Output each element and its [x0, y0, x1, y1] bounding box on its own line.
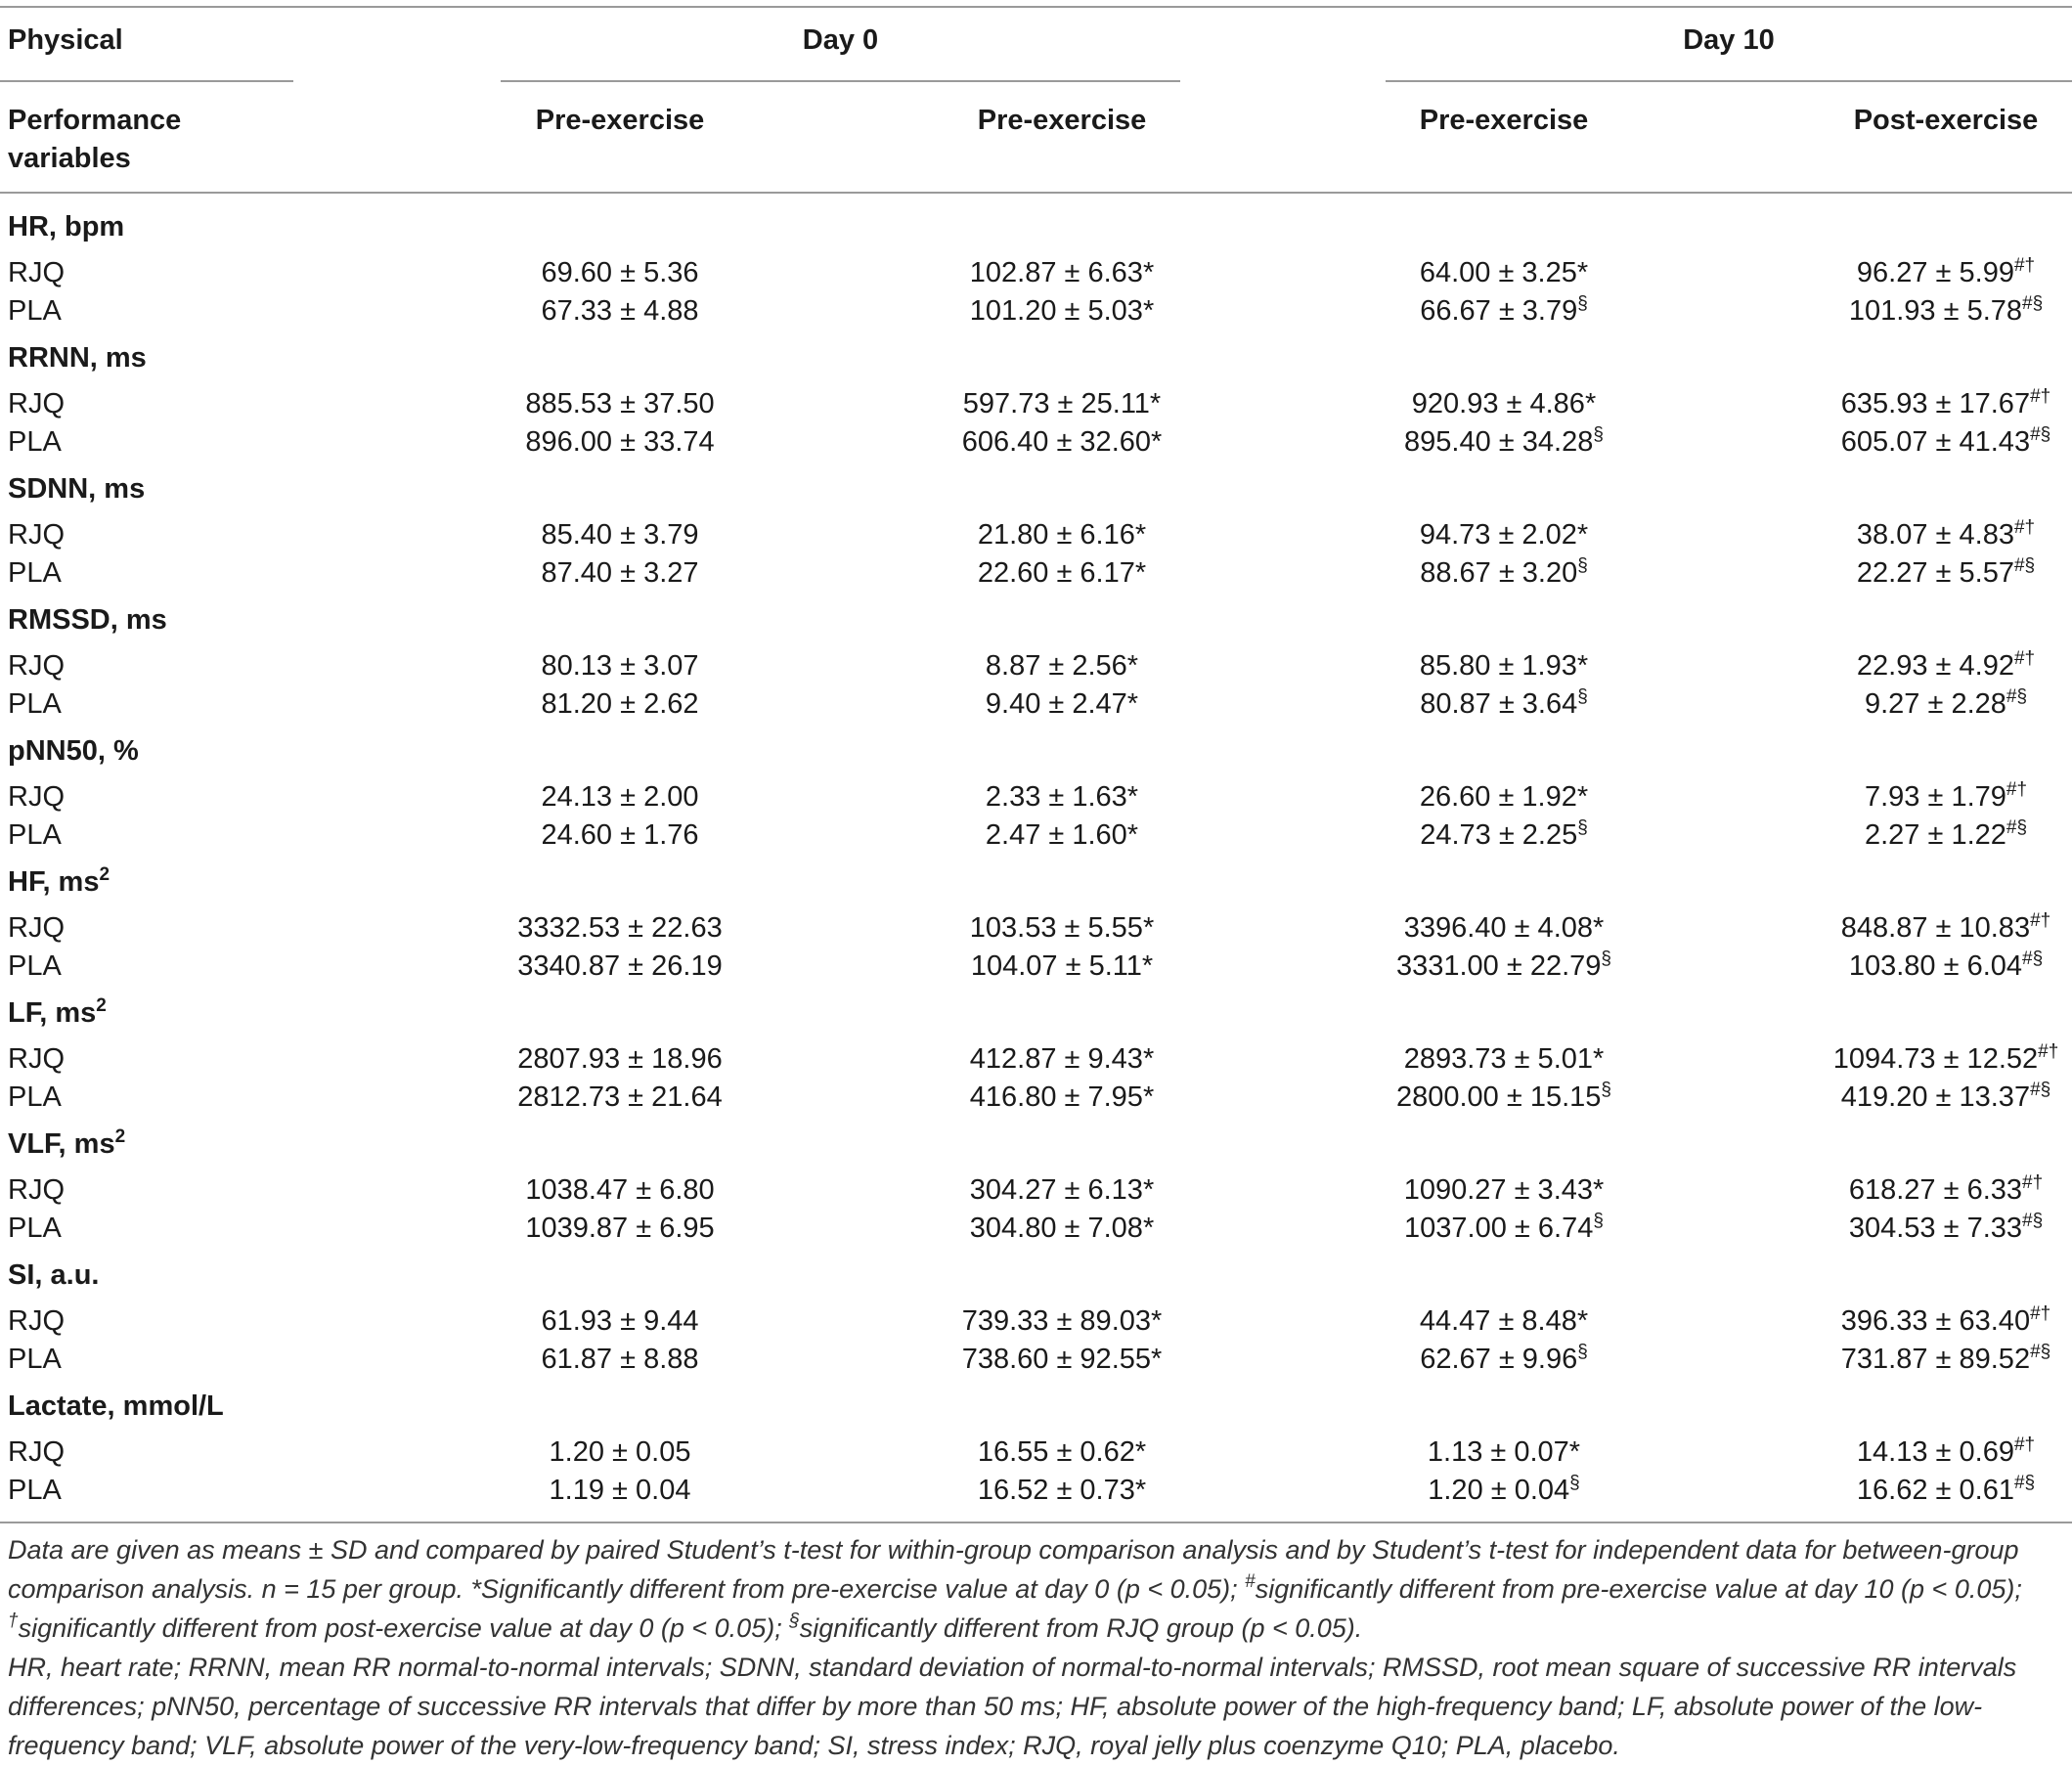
- footnote-text-b: significantly different from pre-exercise value at day 10 (p < 0.05);: [1255, 1574, 2022, 1604]
- cell-value: 96.27 ± 5.99: [1856, 257, 2014, 288]
- cell-superscript: §: [1577, 817, 1588, 838]
- footnote-text-a: Data are given as means ± SD and compared by paired Student’s t-test for within-group comparison analysis and by Student’s t-test for independent data for between-group comparison analysis. n = 15 per group. *Significantly different from pre-exercise value at day 0 (p < 0.05);: [8, 1535, 2019, 1604]
- footnote-sup-dagger: †: [8, 1611, 19, 1631]
- cell-value: 895.40 ± 34.28: [1404, 426, 1594, 458]
- cell-value: 61.87 ± 8.88: [541, 1344, 699, 1375]
- cell-day10-pre: [1308, 555, 1699, 591]
- cell-day0-post: [866, 1473, 1257, 1508]
- cell-value: 62.67 ± 9.96: [1420, 1344, 1578, 1375]
- cell-day10-pre: [1308, 1080, 1699, 1115]
- cell-day10-post: [1750, 648, 2072, 684]
- cell-value: 101.20 ± 5.03*: [969, 295, 1155, 327]
- cell-superscript: #§: [2030, 1342, 2051, 1362]
- cell-day10-pre: [1308, 424, 1699, 460]
- cell-value: 2.33 ± 1.63*: [985, 781, 1139, 813]
- cell-value: 64.00 ± 3.25*: [1419, 257, 1589, 288]
- cell-day10-post: [1750, 1342, 2072, 1377]
- group-label: PLA: [8, 295, 62, 327]
- cell-superscript: §: [1593, 424, 1604, 445]
- group-label: PLA: [8, 1081, 62, 1113]
- section-label: [8, 340, 147, 375]
- header-day10-post: Post-exercise: [1853, 105, 2039, 136]
- cell-day10-post: [1750, 1434, 2072, 1470]
- cell-superscript: §: [1577, 686, 1588, 707]
- cell-value: 87.40 ± 3.27: [541, 557, 699, 589]
- cell-value: 69.60 ± 5.36: [541, 257, 699, 288]
- cell-day0-post: [866, 1303, 1257, 1339]
- footnote-text-c: significantly different from post-exercise value at day 0 (p < 0.05);: [18, 1613, 790, 1643]
- cell-day0-post: [866, 910, 1257, 946]
- header-bottom-rule: [0, 192, 2072, 194]
- cell-value: 80.13 ± 3.07: [541, 650, 699, 682]
- cell-day0-post: [866, 1342, 1257, 1377]
- cell-day0-pre: [424, 1342, 816, 1377]
- section-label-superscript: 2: [96, 995, 107, 1016]
- cell-day10-post: [1750, 1211, 2072, 1246]
- cell-day0-pre: [424, 424, 816, 460]
- cell-value: 67.33 ± 4.88: [541, 295, 699, 327]
- cell-superscript: §: [1601, 1080, 1611, 1100]
- cell-day0-post: [866, 1434, 1257, 1470]
- cell-superscript: #†: [2013, 517, 2036, 538]
- cell-day10-post: [1750, 293, 2072, 329]
- group-label: PLA: [8, 1475, 62, 1506]
- section-label-text: HF, ms: [8, 866, 100, 898]
- cell-day0-pre: [424, 1041, 816, 1077]
- cell-value: 7.93 ± 1.79: [1864, 781, 2006, 813]
- table-top-rule: [0, 6, 2072, 8]
- cell-superscript: #§: [2022, 1211, 2044, 1231]
- cell-day10-post: [1750, 1041, 2072, 1077]
- cell-day0-pre: [424, 555, 816, 591]
- cell-value: 605.07 ± 41.43: [1840, 426, 2031, 458]
- cell-day0-post: [866, 1211, 1257, 1246]
- cell-value: 635.93 ± 17.67: [1840, 388, 2031, 419]
- header-day0-pre: Pre-exercise: [535, 105, 705, 136]
- section-label-text: SI, a.u.: [8, 1259, 100, 1291]
- section-label-text: pNN50, %: [8, 735, 139, 767]
- cell-value: 85.80 ± 1.93*: [1419, 650, 1589, 682]
- footnote-abbreviations: HR, heart rate; RRNN, mean RR normal-to-normal intervals; SDNN, standard deviation of normal-to-normal intervals; RMSSD, root mean square of successive RR intervals differences; pNN50, percentage of successive RR intervals that differ by more than 50 ms; HF, absolute power of the high-frequency band; LF, absolute power of the low-frequency band; VLF, absolute power of the very-low-frequency band; SI, stress index; RJQ, royal jelly plus coenzyme Q10; PLA, placebo.: [8, 1653, 2017, 1760]
- cell-day10-pre: [1308, 1434, 1699, 1470]
- cell-superscript: #†: [2013, 1434, 2036, 1455]
- header-physical: Physical: [8, 24, 123, 56]
- cell-value: 103.53 ± 5.55*: [969, 912, 1155, 944]
- cell-day0-pre: [424, 648, 816, 684]
- cell-value: 16.52 ± 0.73*: [977, 1475, 1147, 1506]
- cell-value: 848.87 ± 10.83: [1840, 912, 2031, 944]
- header-rule-physical: [0, 80, 293, 82]
- cell-day0-post: [866, 255, 1257, 290]
- cell-value: 1039.87 ± 6.95: [525, 1213, 715, 1244]
- header-day0-post: Pre-exercise: [977, 105, 1147, 136]
- cell-value: 304.27 ± 6.13*: [969, 1174, 1155, 1206]
- group-label: RJQ: [8, 1043, 65, 1075]
- cell-value: 2812.73 ± 21.64: [517, 1081, 723, 1113]
- group-label: PLA: [8, 557, 62, 589]
- cell-day0-pre: [424, 686, 816, 722]
- table-bottom-rule: [0, 1522, 2072, 1523]
- cell-value: 9.27 ± 2.28: [1864, 688, 2006, 720]
- section-label: [8, 733, 139, 769]
- cell-day10-post: [1750, 1473, 2072, 1508]
- cell-day10-post: [1750, 686, 2072, 722]
- cell-value: 26.60 ± 1.92*: [1419, 781, 1589, 813]
- cell-superscript: §: [1601, 949, 1611, 969]
- cell-value: 22.93 ± 4.92: [1856, 650, 2014, 682]
- section-label-text: LF, ms: [8, 997, 97, 1029]
- cell-day10-pre: [1308, 910, 1699, 946]
- cell-value: 1090.27 ± 3.43*: [1403, 1174, 1605, 1206]
- cell-value: 22.60 ± 6.17*: [977, 557, 1147, 589]
- cell-value: 94.73 ± 2.02*: [1419, 519, 1589, 551]
- group-label: RJQ: [8, 781, 65, 813]
- cell-day10-pre: [1308, 255, 1699, 290]
- section-label-text: VLF, ms: [8, 1128, 115, 1160]
- cell-day10-post: [1750, 517, 2072, 552]
- footnote-text-d: significantly different from RJQ group (p < 0.05).: [799, 1613, 1363, 1643]
- group-label: PLA: [8, 1344, 62, 1375]
- cell-value: 61.93 ± 9.44: [541, 1305, 699, 1337]
- section-label: [8, 602, 167, 638]
- cell-day0-post: [866, 424, 1257, 460]
- cell-day10-pre: [1308, 779, 1699, 815]
- cell-day0-post: [866, 293, 1257, 329]
- cell-value: 416.80 ± 7.95*: [969, 1081, 1155, 1113]
- header-day10: Day 10: [1683, 24, 1775, 56]
- cell-superscript: #§: [2022, 293, 2044, 314]
- cell-day0-post: [866, 779, 1257, 815]
- cell-value: 3396.40 ± 4.08*: [1403, 912, 1605, 944]
- cell-day0-post: [866, 555, 1257, 591]
- cell-superscript: #†: [2013, 648, 2036, 669]
- cell-day10-post: [1750, 949, 2072, 984]
- cell-superscript: §: [1577, 1342, 1588, 1362]
- cell-value: 1.20 ± 0.04: [1428, 1475, 1570, 1506]
- cell-day10-pre: [1308, 293, 1699, 329]
- cell-superscript: #§: [2006, 817, 2028, 838]
- cell-day0-pre: [424, 949, 816, 984]
- cell-day0-pre: [424, 293, 816, 329]
- cell-value: 1.20 ± 0.05: [549, 1436, 691, 1468]
- cell-superscript: §: [1569, 1473, 1580, 1493]
- cell-day0-post: [866, 1172, 1257, 1208]
- cell-value: 24.13 ± 2.00: [541, 781, 699, 813]
- group-label: RJQ: [8, 519, 65, 551]
- cell-value: 16.62 ± 0.61: [1856, 1475, 2014, 1506]
- cell-value: 896.00 ± 33.74: [525, 426, 715, 458]
- group-label: RJQ: [8, 912, 65, 944]
- cell-day0-pre: [424, 1080, 816, 1115]
- cell-value: 3331.00 ± 22.79: [1395, 950, 1602, 982]
- cell-value: 304.53 ± 7.33: [1848, 1213, 2023, 1244]
- cell-value: 3340.87 ± 26.19: [517, 950, 723, 982]
- cell-superscript: #†: [2030, 1303, 2051, 1324]
- group-label: PLA: [8, 819, 62, 851]
- header-performance-variables: Performance variables: [8, 105, 182, 174]
- section-label: [8, 1126, 125, 1162]
- cell-superscript: #†: [2038, 1041, 2059, 1062]
- cell-day0-pre: [424, 1303, 816, 1339]
- cell-superscript: #†: [2006, 779, 2028, 800]
- header-rule-day10: [1386, 80, 2072, 82]
- cell-day10-post: [1750, 910, 2072, 946]
- group-label: RJQ: [8, 650, 65, 682]
- group-label: PLA: [8, 426, 62, 458]
- group-label: RJQ: [8, 388, 65, 419]
- cell-value: 101.93 ± 5.78: [1848, 295, 2023, 327]
- section-label-text: RMSSD, ms: [8, 604, 167, 636]
- cell-value: 3332.53 ± 22.63: [517, 912, 723, 944]
- cell-day0-post: [866, 386, 1257, 421]
- cell-day0-post: [866, 817, 1257, 853]
- section-label: [8, 209, 124, 244]
- footnote-statistics: [8, 1530, 2065, 1648]
- section-label-text: Lactate, mmol/L: [8, 1390, 224, 1422]
- cell-day0-pre: [424, 779, 816, 815]
- cell-value: 1094.73 ± 12.52: [1832, 1043, 2039, 1075]
- cell-superscript: #§: [2022, 949, 2044, 969]
- cell-day0-pre: [424, 817, 816, 853]
- section-label: [8, 471, 145, 507]
- cell-day10-pre: [1308, 1211, 1699, 1246]
- cell-day0-pre: [424, 1211, 816, 1246]
- cell-value: 88.67 ± 3.20: [1420, 557, 1578, 589]
- cell-day10-post: [1750, 386, 2072, 421]
- header-day0: Day 0: [802, 24, 879, 56]
- cell-value: 597.73 ± 25.11*: [962, 388, 1162, 419]
- cell-day10-pre: [1308, 1172, 1699, 1208]
- cell-superscript: §: [1593, 1211, 1604, 1231]
- cell-value: 606.40 ± 32.60*: [961, 426, 1163, 458]
- footnote-sup-section: §: [789, 1611, 800, 1631]
- cell-day0-pre: [424, 517, 816, 552]
- group-label: PLA: [8, 688, 62, 720]
- cell-value: 304.80 ± 7.08*: [969, 1213, 1155, 1244]
- cell-value: 618.27 ± 6.33: [1848, 1174, 2023, 1206]
- header-day10-pre: Pre-exercise: [1419, 105, 1589, 136]
- section-label-text: HR, bpm: [8, 211, 125, 243]
- cell-value: 80.87 ± 3.64: [1420, 688, 1578, 720]
- cell-value: 22.27 ± 5.57: [1856, 557, 2014, 589]
- cell-value: 412.87 ± 9.43*: [969, 1043, 1155, 1075]
- group-label: RJQ: [8, 257, 65, 288]
- cell-value: 21.80 ± 6.16*: [977, 519, 1147, 551]
- cell-day10-pre: [1308, 949, 1699, 984]
- cell-day0-post: [866, 686, 1257, 722]
- header-rule-day0: [501, 80, 1180, 82]
- cell-value: 2800.00 ± 15.15: [1395, 1081, 1602, 1113]
- cell-superscript: #†: [2013, 255, 2036, 276]
- cell-day10-pre: [1308, 1342, 1699, 1377]
- cell-value: 85.40 ± 3.79: [541, 519, 699, 551]
- cell-day10-pre: [1308, 517, 1699, 552]
- cell-value: 2893.73 ± 5.01*: [1403, 1043, 1605, 1075]
- cell-day10-post: [1750, 1172, 2072, 1208]
- cell-day0-pre: [424, 1434, 816, 1470]
- cell-value: 104.07 ± 5.11*: [970, 950, 1154, 982]
- cell-day0-post: [866, 648, 1257, 684]
- section-label-text: RRNN, ms: [8, 342, 147, 374]
- section-label-superscript: 2: [114, 1126, 126, 1147]
- cell-value: 81.20 ± 2.62: [541, 688, 699, 720]
- section-label: [8, 864, 110, 900]
- cell-value: 14.13 ± 0.69: [1856, 1436, 2014, 1468]
- cell-day10-pre: [1308, 648, 1699, 684]
- section-label: [8, 1389, 224, 1424]
- cell-day10-pre: [1308, 1041, 1699, 1077]
- cell-day0-post: [866, 1041, 1257, 1077]
- cell-day10-pre: [1308, 1473, 1699, 1508]
- cell-day10-post: [1750, 779, 2072, 815]
- cell-day10-pre: [1308, 386, 1699, 421]
- cell-value: 103.80 ± 6.04: [1848, 950, 2023, 982]
- cell-value: 38.07 ± 4.83: [1856, 519, 2014, 551]
- cell-value: 1.19 ± 0.04: [549, 1475, 691, 1506]
- cell-day0-post: [866, 949, 1257, 984]
- cell-day10-pre: [1308, 817, 1699, 853]
- cell-day0-pre: [424, 910, 816, 946]
- cell-value: 16.55 ± 0.62*: [977, 1436, 1147, 1468]
- cell-value: 8.87 ± 2.56*: [985, 650, 1139, 682]
- cell-superscript: #†: [2030, 386, 2051, 407]
- cell-value: 1037.00 ± 6.74: [1404, 1213, 1594, 1244]
- cell-value: 1.13 ± 0.07*: [1427, 1436, 1581, 1468]
- cell-value: 66.67 ± 3.79: [1420, 295, 1578, 327]
- cell-day10-post: [1750, 424, 2072, 460]
- section-label: [8, 1258, 99, 1293]
- cell-value: 920.93 ± 4.86*: [1411, 388, 1597, 419]
- cell-day10-pre: [1308, 686, 1699, 722]
- cell-day0-pre: [424, 1473, 816, 1508]
- group-label: RJQ: [8, 1436, 65, 1468]
- cell-value: 44.47 ± 8.48*: [1419, 1305, 1589, 1337]
- cell-superscript: #§: [2006, 686, 2028, 707]
- cell-day10-post: [1750, 555, 2072, 591]
- group-label: PLA: [8, 1213, 62, 1244]
- group-label: RJQ: [8, 1174, 65, 1206]
- cell-value: 24.60 ± 1.76: [541, 819, 699, 851]
- cell-superscript: #§: [2013, 1473, 2036, 1493]
- footnote-sup-hash: #: [1245, 1571, 1256, 1592]
- cell-day0-post: [866, 517, 1257, 552]
- cell-value: 885.53 ± 37.50: [525, 388, 715, 419]
- cell-day10-pre: [1308, 1303, 1699, 1339]
- group-label: PLA: [8, 950, 62, 982]
- cell-value: 396.33 ± 63.40: [1840, 1305, 2031, 1337]
- cell-day10-post: [1750, 1303, 2072, 1339]
- cell-day10-post: [1750, 255, 2072, 290]
- cell-value: 731.87 ± 89.52: [1840, 1344, 2031, 1375]
- cell-day10-post: [1750, 817, 2072, 853]
- cell-value: 739.33 ± 89.03*: [961, 1305, 1163, 1337]
- cell-day0-pre: [424, 1172, 816, 1208]
- cell-value: 1038.47 ± 6.80: [525, 1174, 715, 1206]
- cell-day0-post: [866, 1080, 1257, 1115]
- cell-superscript: #§: [2013, 555, 2036, 576]
- cell-superscript: §: [1577, 555, 1588, 576]
- cell-day10-post: [1750, 1080, 2072, 1115]
- section-label-text: SDNN, ms: [8, 473, 146, 505]
- section-label-superscript: 2: [99, 864, 110, 885]
- cell-value: 102.87 ± 6.63*: [969, 257, 1155, 288]
- cell-value: 2807.93 ± 18.96: [517, 1043, 723, 1075]
- group-label: RJQ: [8, 1305, 65, 1337]
- cell-day0-pre: [424, 255, 816, 290]
- cell-value: 24.73 ± 2.25: [1420, 819, 1578, 851]
- cell-day0-pre: [424, 386, 816, 421]
- cell-superscript: #†: [2030, 910, 2051, 931]
- cell-value: 2.27 ± 1.22: [1864, 819, 2006, 851]
- cell-value: 738.60 ± 92.55*: [961, 1344, 1163, 1375]
- section-label: [8, 995, 107, 1031]
- cell-superscript: #§: [2030, 1080, 2051, 1100]
- cell-value: 2.47 ± 1.60*: [985, 819, 1139, 851]
- cell-value: 9.40 ± 2.47*: [985, 688, 1139, 720]
- cell-superscript: §: [1577, 293, 1588, 314]
- cell-superscript: #§: [2030, 424, 2051, 445]
- cell-superscript: #†: [2022, 1172, 2044, 1193]
- cell-value: 419.20 ± 13.37: [1840, 1081, 2031, 1113]
